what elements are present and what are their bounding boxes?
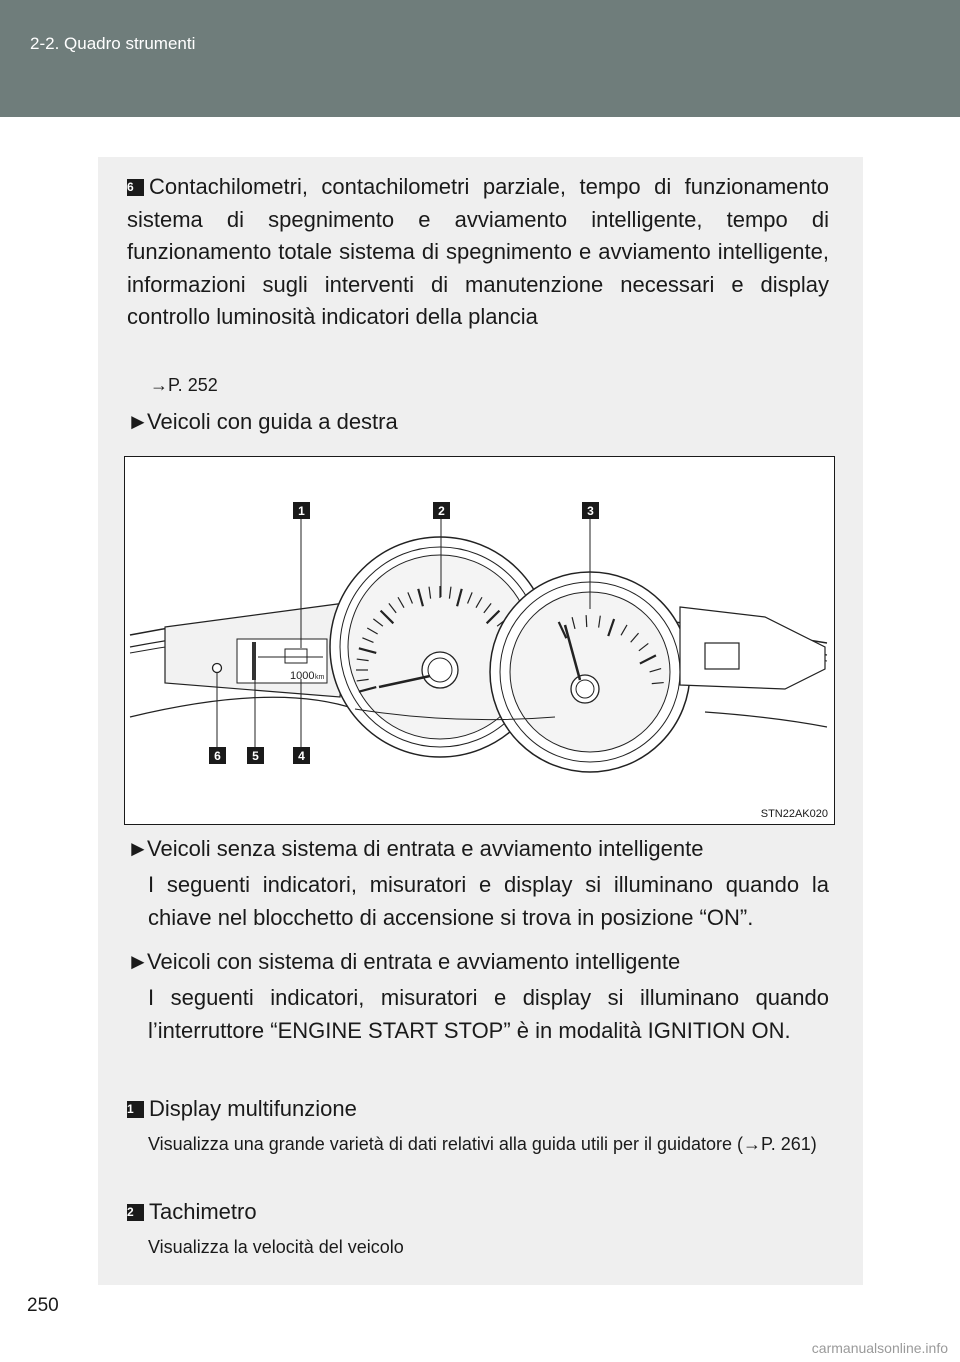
item1-title: Display multifunzione [149, 1096, 357, 1121]
callout-2 [433, 502, 450, 519]
knob-icon [213, 664, 222, 673]
item2-title: Tachimetro [149, 1199, 257, 1224]
item6-text: Contachilometri, contachilometri parziale, tempo di funzionamento sistema di spegnimento e avviamento intelligente, tempo di funzionamento totale sistema di spegnimento e avviamento intelligente, informazioni sugli interventi di manutenzione necessari e display controllo luminosità indicatori della plancia [127, 174, 829, 329]
rhd-label-row [127, 406, 829, 439]
odo-unit: km [315, 674, 325, 681]
callout-6 [209, 747, 226, 764]
svg-text:3: 3 [587, 504, 594, 518]
odo-readout: 1000 [290, 670, 315, 682]
page-number: 250 [27, 1295, 59, 1316]
triangle-right-icon: ► [127, 949, 149, 974]
callout-5 [247, 747, 264, 764]
item2-badge: 2 [127, 1204, 144, 1221]
item2-title-row [127, 1196, 829, 1229]
cluster-illustration [125, 457, 836, 826]
instrument-cluster-figure [124, 456, 835, 825]
svg-text:6: 6 [214, 749, 221, 763]
svg-text:4: 4 [298, 749, 305, 763]
item2-desc: Visualizza la velocità del veicolo [148, 1237, 404, 1257]
rhd-label: Veicoli con guida a destra [147, 409, 398, 434]
item1-desc: Visualizza una grande varietà di dati relativi alla guida utili per il guidatore (→P. 261) [148, 1134, 817, 1154]
callout-1 [293, 502, 310, 519]
smart-label-row [127, 946, 829, 979]
svg-text:5: 5 [252, 749, 259, 763]
smart-label: Veicoli con sistema di entrata e avviamento intelligente [147, 949, 681, 974]
item1-title-row [127, 1093, 829, 1126]
callout-4 [293, 747, 310, 764]
gauge-tick [586, 615, 587, 627]
figure-code: STN22AK020 [760, 808, 828, 820]
triangle-right-icon: ► [127, 409, 149, 434]
no-smart-label-row [127, 833, 829, 866]
section-title: 2-2. Quadro strumenti [30, 34, 196, 53]
item6-page-ref: →P. 252 [150, 375, 218, 395]
smart-text: I seguenti indicatori, misuratori e display si illuminano quando l’interruttore “ENGINE START STOP” è in modalità IGNITION ON. [148, 985, 829, 1043]
callout-3 [582, 502, 599, 519]
svg-text:2: 2 [438, 504, 445, 518]
svg-text:1: 1 [298, 504, 305, 518]
item6-badge: 6 [127, 179, 144, 196]
item6-block [127, 171, 829, 334]
item1-badge: 1 [127, 1101, 144, 1118]
no-smart-text: I seguenti indicatori, misuratori e display si illuminano quando la chiave nel blocchetto di accensione si trova in posizione “ON”. [148, 872, 829, 930]
page-header [0, 0, 960, 117]
no-smart-label: Veicoli senza sistema di entrata e avviamento intelligente [147, 836, 704, 861]
triangle-right-icon: ► [127, 836, 149, 861]
watermark: carmanualsonline.info [811, 1340, 948, 1356]
